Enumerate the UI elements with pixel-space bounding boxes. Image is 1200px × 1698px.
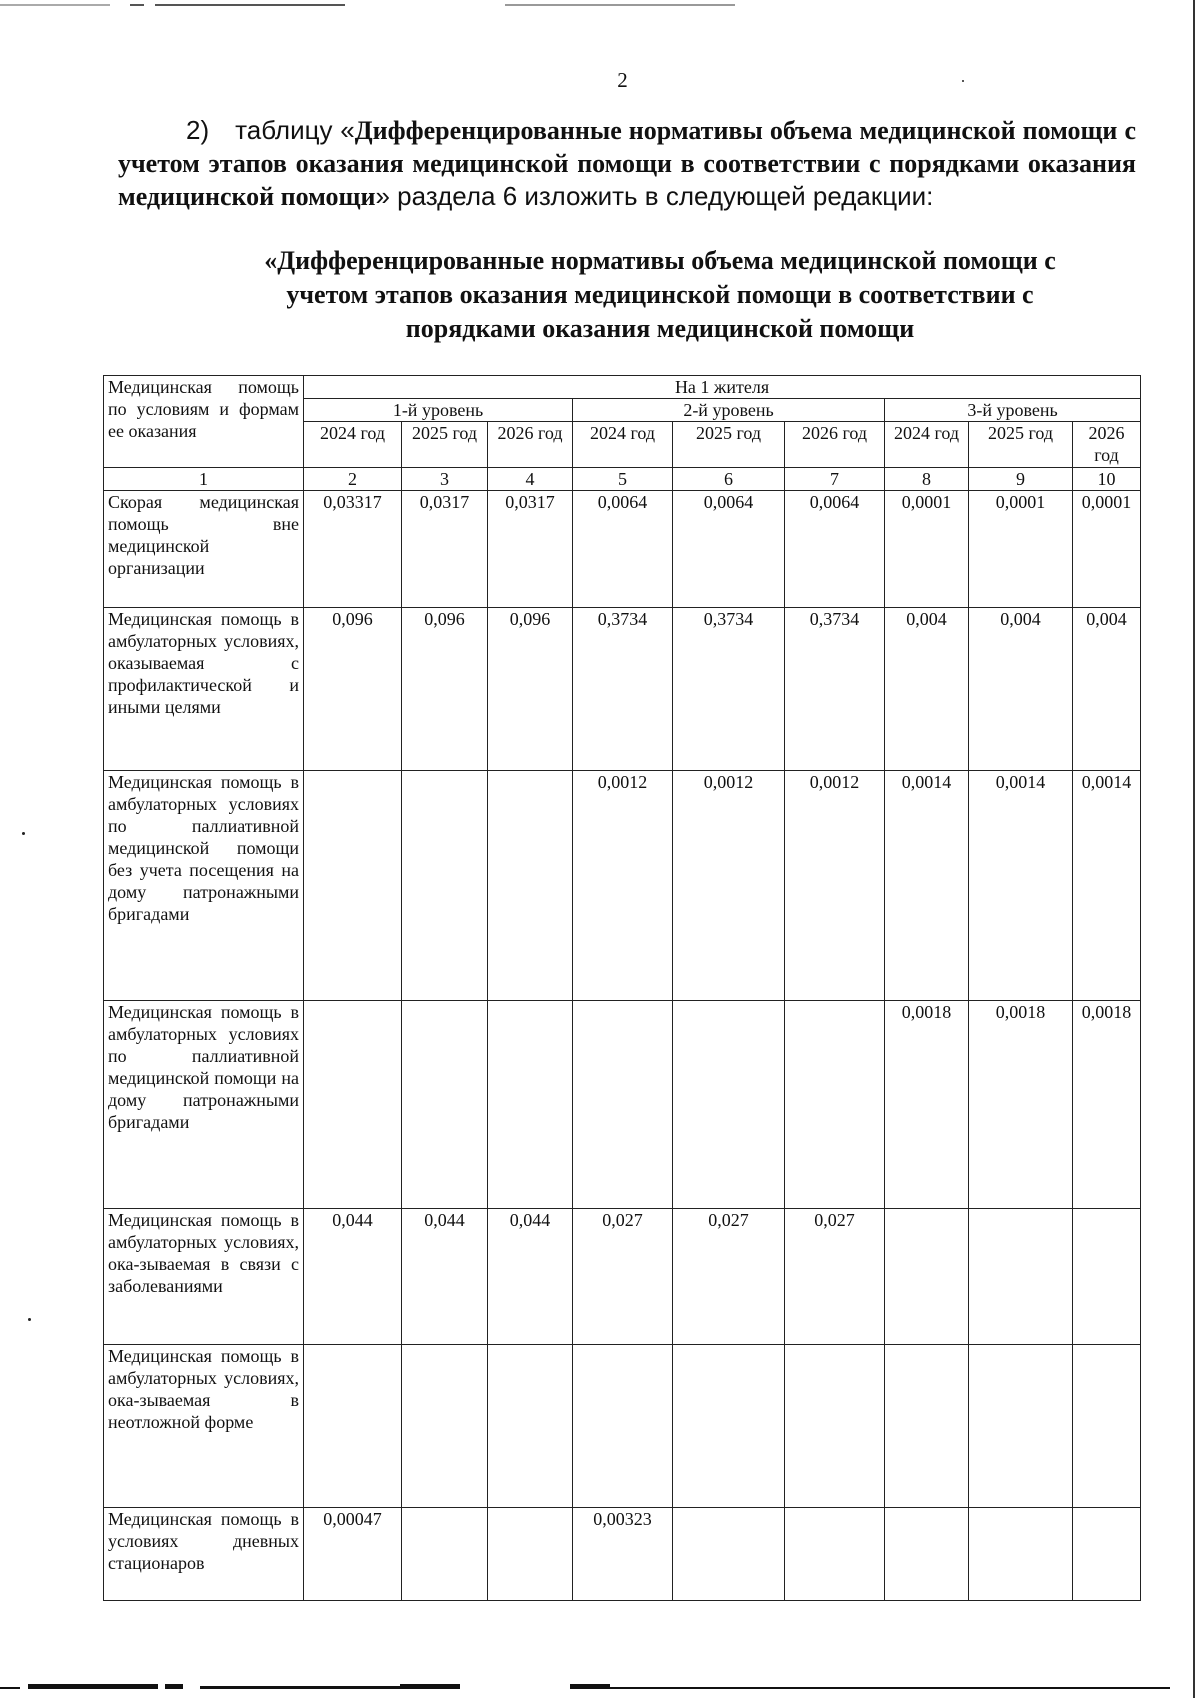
level-header-cell: 1-й уровень xyxy=(304,399,573,422)
value-cell xyxy=(969,1508,1073,1601)
value-cell: 0,0012 xyxy=(673,771,785,1001)
value-cell xyxy=(304,771,402,1001)
value-cell xyxy=(573,1001,673,1209)
level-header-cell: 2-й уровень xyxy=(573,399,885,422)
value-cell: 0,3734 xyxy=(673,608,785,771)
value-cell xyxy=(785,1345,885,1508)
scan-edge-top xyxy=(0,4,1200,8)
value-cell xyxy=(673,1345,785,1508)
value-cell xyxy=(785,1508,885,1601)
value-cell xyxy=(969,1209,1073,1345)
value-cell: 0,0001 xyxy=(969,491,1073,608)
intro-bold-title: Дифференцированные нормативы объема медицинской помощи с учетом этапов оказания медицинской помощи в соответствии с порядками оказания медицинской помощи xyxy=(118,116,1136,211)
value-cell: 0,0064 xyxy=(573,491,673,608)
year-header-cell: 2025 год xyxy=(969,422,1073,468)
table-row xyxy=(104,491,1141,608)
scan-speck xyxy=(28,1318,31,1321)
value-cell: 0,004 xyxy=(1073,608,1141,771)
value-cell: 0,0317 xyxy=(488,491,573,608)
value-cell: 0,0012 xyxy=(785,771,885,1001)
year-header-cell: 2026 год xyxy=(488,422,573,468)
value-cell: 0,027 xyxy=(573,1209,673,1345)
heading-line: порядками оказания медицинской помощи xyxy=(405,314,915,343)
table-row xyxy=(104,1345,1141,1508)
row-label-cell: Медицинская помощь в амбулаторных условиях, ока-зываемая в неотложной форме xyxy=(104,1345,304,1508)
column-number-cell: 6 xyxy=(673,468,785,491)
heading-line: «Дифференцированные нормативы объема медицинской помощи с xyxy=(264,246,1056,275)
page-number: 2 xyxy=(617,68,628,92)
value-cell: 0,00047 xyxy=(304,1508,402,1601)
value-cell: 0,027 xyxy=(673,1209,785,1345)
row-label-cell: Медицинская помощь в условиях дневных стационаров xyxy=(104,1508,304,1601)
value-cell: 0,0018 xyxy=(969,1001,1073,1209)
value-cell xyxy=(673,1001,785,1209)
intro-text-end: » раздела 6 изложить в следующей редакции: xyxy=(375,181,934,211)
value-cell xyxy=(1073,1345,1141,1508)
value-cell xyxy=(488,1001,573,1209)
year-header-cell: 2025 год xyxy=(673,422,785,468)
value-cell: 0,0014 xyxy=(1073,771,1141,1001)
column-number-cell: 3 xyxy=(402,468,488,491)
column-number-cell: 7 xyxy=(785,468,885,491)
group-header-cell: На 1 жителя xyxy=(304,376,1141,399)
value-cell xyxy=(885,1345,969,1508)
table-heading xyxy=(170,244,1150,346)
value-cell: 0,3734 xyxy=(573,608,673,771)
value-cell: 0,004 xyxy=(969,608,1073,771)
table-row xyxy=(104,1209,1141,1345)
column-number-cell: 4 xyxy=(488,468,573,491)
value-cell: 0,096 xyxy=(402,608,488,771)
value-cell: 0,027 xyxy=(785,1209,885,1345)
year-header-cell: 2024 год xyxy=(573,422,673,468)
year-header-cell: 2024 год xyxy=(885,422,969,468)
column-number-cell: 8 xyxy=(885,468,969,491)
scan-edge-right xyxy=(1193,0,1195,1698)
value-cell: 0,096 xyxy=(488,608,573,771)
year-header-cell: 2026 год xyxy=(785,422,885,468)
scan-speck xyxy=(22,832,25,835)
item-number: 2) xyxy=(186,115,210,145)
table-row xyxy=(104,771,1141,1001)
value-cell: 0,0001 xyxy=(885,491,969,608)
column-number-cell: 2 xyxy=(304,468,402,491)
row-header-cell: Медицинская помощь по условиям и формам ее оказания xyxy=(104,376,304,468)
value-cell xyxy=(488,1345,573,1508)
value-cell: 0,004 xyxy=(885,608,969,771)
value-cell xyxy=(402,771,488,1001)
row-label-cell: Медицинская помощь в амбулаторных условиях, оказываемая с профилактической и иными целями xyxy=(104,608,304,771)
value-cell xyxy=(1073,1209,1141,1345)
value-cell xyxy=(573,1345,673,1508)
column-number-cell: 5 xyxy=(573,468,673,491)
value-cell xyxy=(969,1345,1073,1508)
value-cell: 0,0018 xyxy=(1073,1001,1141,1209)
value-cell xyxy=(885,1508,969,1601)
column-number-cell: 1 xyxy=(104,468,304,491)
value-cell xyxy=(673,1508,785,1601)
value-cell xyxy=(402,1345,488,1508)
value-cell: 0,0014 xyxy=(969,771,1073,1001)
value-cell xyxy=(304,1001,402,1209)
table-row xyxy=(104,608,1141,771)
intro-text-start: таблицу « xyxy=(235,115,355,145)
value-cell: 0,0018 xyxy=(885,1001,969,1209)
value-cell: 0,0001 xyxy=(1073,491,1141,608)
value-cell: 0,3734 xyxy=(785,608,885,771)
value-cell: 0,044 xyxy=(402,1209,488,1345)
value-cell: 0,0064 xyxy=(673,491,785,608)
value-cell xyxy=(304,1345,402,1508)
value-cell xyxy=(885,1209,969,1345)
value-cell xyxy=(402,1508,488,1601)
value-cell xyxy=(402,1001,488,1209)
value-cell xyxy=(785,1001,885,1209)
value-cell: 0,096 xyxy=(304,608,402,771)
value-cell: 0,0317 xyxy=(402,491,488,608)
norms-table xyxy=(103,375,1141,1601)
row-label-cell: Медицинская помощь в амбулаторных условиях по паллиативной медицинской помощи без учета посещения на дому патронажными бригадами xyxy=(104,771,304,1001)
year-header-cell: 2026 год xyxy=(1073,422,1141,468)
value-cell: 0,0012 xyxy=(573,771,673,1001)
heading-line: учетом этапов оказания медицинской помощи в соответствии с xyxy=(286,280,1034,309)
value-cell: 0,03317 xyxy=(304,491,402,608)
value-cell: 0,0064 xyxy=(785,491,885,608)
value-cell xyxy=(1073,1508,1141,1601)
scan-edge-bottom xyxy=(0,1684,1200,1692)
value-cell: 0,00323 xyxy=(573,1508,673,1601)
row-label-cell: Скорая медицинская помощь вне медицинской организации xyxy=(104,491,304,608)
year-header-cell: 2025 год xyxy=(402,422,488,468)
row-label-cell: Медицинская помощь в амбулаторных условиях, ока-зываемая в связи с заболеваниями xyxy=(104,1209,304,1345)
value-cell xyxy=(488,1508,573,1601)
value-cell: 0,044 xyxy=(304,1209,402,1345)
column-number-cell: 10 xyxy=(1073,468,1141,491)
intro-paragraph xyxy=(118,114,1136,213)
table-row xyxy=(104,1001,1141,1209)
level-header-cell: 3-й уровень xyxy=(885,399,1141,422)
column-number-cell: 9 xyxy=(969,468,1073,491)
table-row xyxy=(104,1508,1141,1601)
value-cell: 0,044 xyxy=(488,1209,573,1345)
value-cell: 0,0014 xyxy=(885,771,969,1001)
year-header-cell: 2024 год xyxy=(304,422,402,468)
value-cell xyxy=(488,771,573,1001)
row-label-cell: Медицинская помощь в амбулаторных условиях по паллиативной медицинской помощи на дому патронажными бригадами xyxy=(104,1001,304,1209)
